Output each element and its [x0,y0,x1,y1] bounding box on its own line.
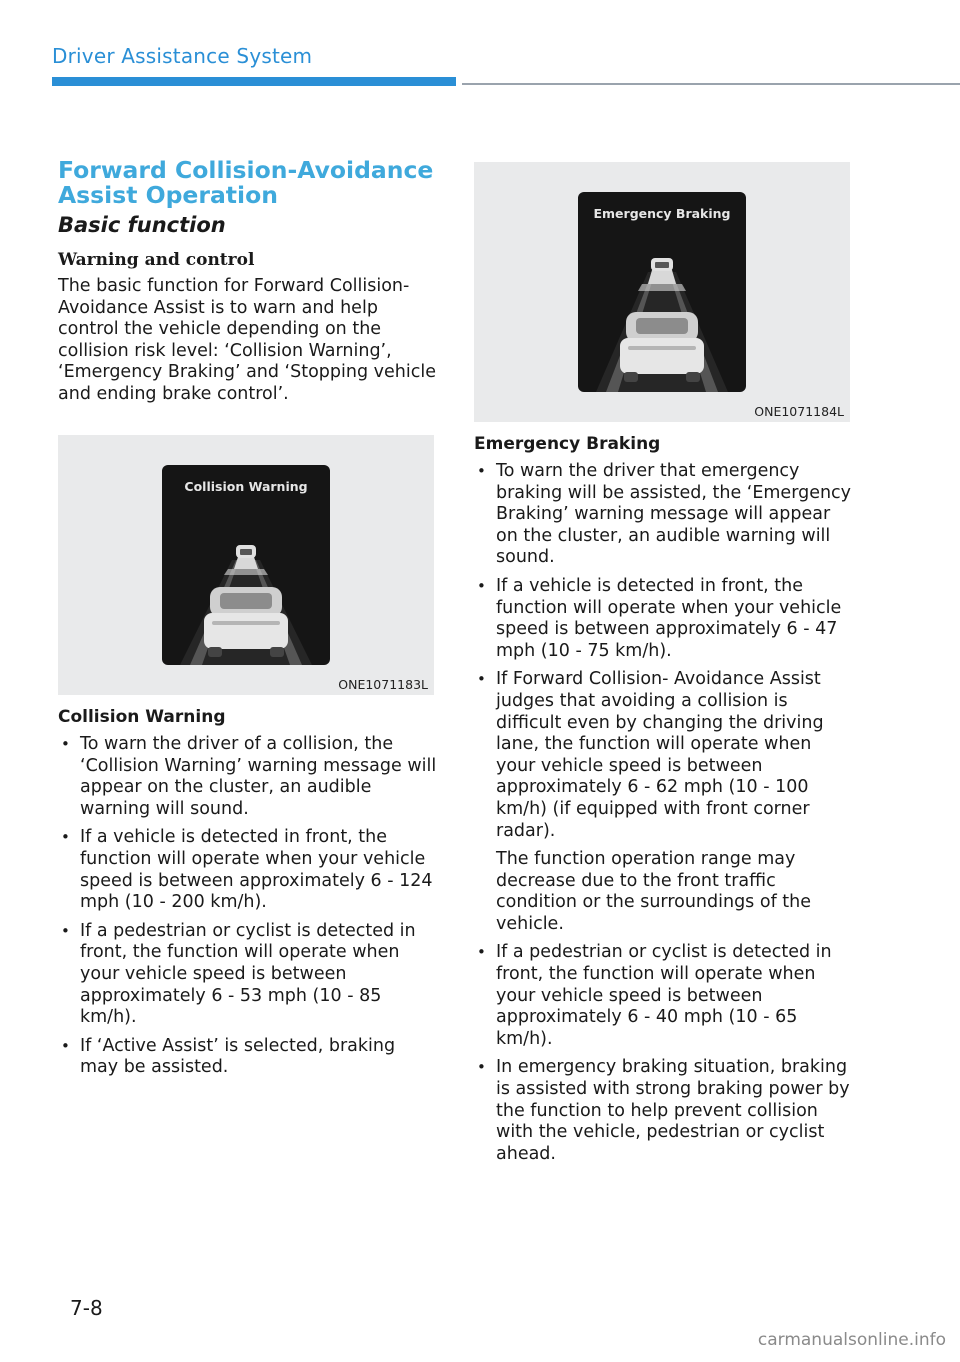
emergency-braking-list [474,461,854,1165]
car-illustration [162,465,330,665]
screen-message: Collision Warning [184,479,308,494]
list-item: • If a pedestrian or cyclist is detected in front, the function will operate when your vehicle speed is between approximately 6 - 53 mph (10 - 85 km/h). [58,921,438,1029]
section-title-line1: Forward Collision-Avoidance [58,156,434,184]
figure-code: ONE1071184L [754,404,844,419]
subheading: Warning and control [58,250,255,270]
section-subtitle: Basic function [58,213,226,237]
page-number: 7-8 [70,1296,103,1320]
list-item: • To warn the driver that emergency braking will be assisted, the ‘Emergency Braking’ warning message will appear on the cluster, an audible warning will sound. [474,461,854,569]
header-rule-grey [462,83,960,85]
cluster-screen [162,465,330,665]
header-rule-blue [52,77,456,86]
collision-warning-label: Collision Warning [58,707,226,727]
section-title [58,158,438,208]
list-item-note: The function operation range may decrease due to the front traffic condition or the surroundings of the vehicle. [496,849,812,934]
watermark: carmanualsonline.info [757,1330,946,1350]
emergency-braking-figure [474,162,850,422]
list-item: • In emergency braking situation, braking is assisted with strong braking power by the function to help prevent collision with the vehicle, pedestrian or cyclist ahead. [474,1057,854,1165]
screen-message: Emergency Braking [593,206,731,221]
list-item: • If a vehicle is detected in front, the function will operate when your vehicle speed is between approximately 6 - 124 mph (10 - 200 km/h). [58,827,438,913]
list-item: • If ‘Active Assist’ is selected, braking may be assisted. [58,1036,438,1079]
collision-warning-figure [58,435,434,695]
list-item: • If a vehicle is detected in front, the function will operate when your vehicle speed is between approximately 6 - 47 mph (10 - 75 km/h). [474,576,854,662]
list-item: • If a pedestrian or cyclist is detected in front, the function will operate when your vehicle speed is between approximately 6 - 40 mph (10 - 65 km/h). [474,942,854,1050]
car-illustration [578,192,746,392]
right-column [474,162,854,1165]
header-title: Driver Assistance System [52,44,313,68]
emergency-braking-label: Emergency Braking [474,434,661,454]
cluster-screen [578,192,746,392]
collision-warning-list [58,734,438,1079]
list-item [474,669,854,935]
left-column [58,158,438,1079]
section-title-line2: Assist Operation [58,181,278,209]
list-item: • To warn the driver of a collision, the ‘Collision Warning’ warning message will appear on the cluster, an audible warning will sound. [58,734,438,820]
list-item-text: If Forward Collision- Avoidance Assist judges that avoiding a collision is difficult even by changing the driving lane, the function will operate when your vehicle speed is between approximately 6 - 62 mph (10 - 100 km/h) (if equipped with front corner radar). [496,669,824,841]
figure-code: ONE1071183L [338,677,428,692]
intro-paragraph: The basic function for Forward Collision-Avoidance Assist is to warn and help control the vehicle depending on the collision risk level: ‘Collision Warning’, ‘Emergency Braking’ and ‘Stopping vehicle and ending brake control’. [58,276,436,404]
